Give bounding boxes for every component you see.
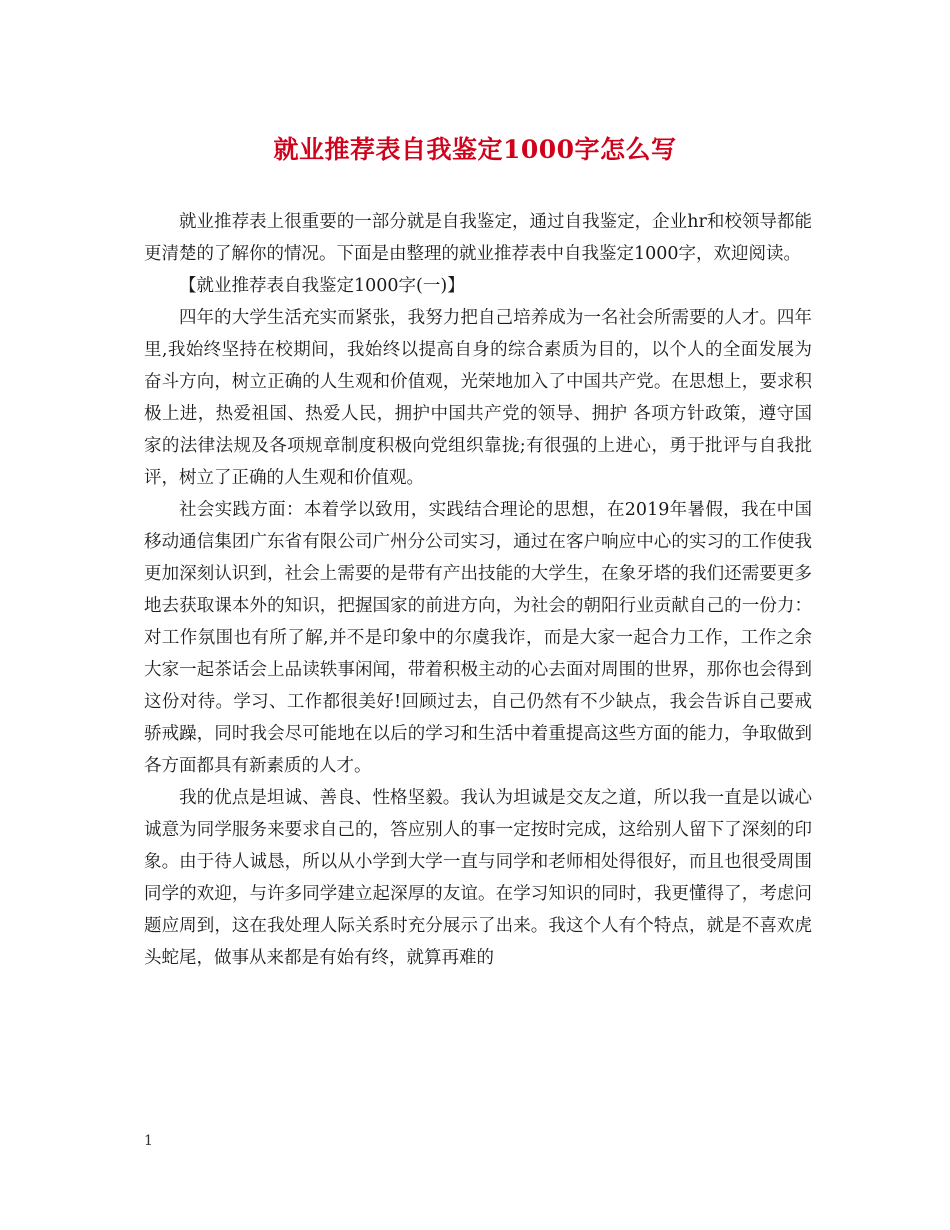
body-paragraph: 社会实践方面：本着学以致用，实践结合理论的思想，在2019年暑假，我在中国移动通信集团广东省有限公司广州分公司实习，通过在客户响应中心的实习的工作使我更加深刻认识到，社会上需要的是带有产出技能的大学生，在象牙塔的我们还需要更多地去获取课本外的知识，把握国家的前进方向，为社会的朝阳行业贡献自己的一份力：对工作氛围也有所了解,并不是印象中的尔虞我诈，而是大家一起合力工作，工作之余大家一起茶话会上品读轶事闲闻，带着积极主动的心去面对周围的世界，那你也会得到这份对待。学习、工作都很美好!回顾过去，自己仍然有不少缺点，我会告诉自己要戒骄戒躁，同时我会尽可能地在以后的学习和生活中着重提高这些方面的能力，争取做到各方面都具有新素质的人才。 xyxy=(144,500,812,776)
page-number: 1 xyxy=(144,1133,153,1149)
intro-paragraph: 就业推荐表上很重要的一部分就是自我鉴定，通过自我鉴定，企业hr和校领导都能更清楚的了解你的情况。下面是由整理的就业推荐表中自我鉴定1000字，欢迎阅读。 xyxy=(144,212,812,264)
document-body xyxy=(144,206,812,974)
body-paragraph: 四年的大学生活充实而紧张，我努力把自己培养成为一名社会所需要的人才。四年里,我始终坚持在校期间，我始终以提高自身的综合素质为目的，以个人的全面发展为奋斗方向，树立正确的人生观和价值观，光荣地加入了中国共产党。在思想上，要求积极上进，热爱祖国、热爱人民，拥护中国共产党的领导、拥护 各项方针政策，遵守国家的法律法规及各项规章制度积极向党组织靠拢;有很强的上进心，勇于批评与自我批评，树立了正确的人生观和价值观。 xyxy=(144,308,812,488)
body-paragraph: 我的优点是坦诚、善良、性格坚毅。我认为坦诚是交友之道，所以我一直是以诚心诚意为同学服务来要求自己的，答应别人的事一定按时完成，这给别人留下了深刻的印象。由于待人诚恳，所以从小学到大学一直与同学和老师相处得很好，而且也很受周围同学的欢迎，与许多同学建立起深厚的友谊。在学习知识的同时，我更懂得了，考虑问题应周到，这在我处理人际关系时充分展示了出来。我这个人有个特点，就是不喜欢虎头蛇尾，做事从来都是有始有终，就算再难的 xyxy=(144,788,812,968)
document-title: 就业推荐表自我鉴定1000字怎么写 xyxy=(273,135,677,164)
section-heading: 【就业推荐表自我鉴定1000字(一)】 xyxy=(179,276,465,296)
